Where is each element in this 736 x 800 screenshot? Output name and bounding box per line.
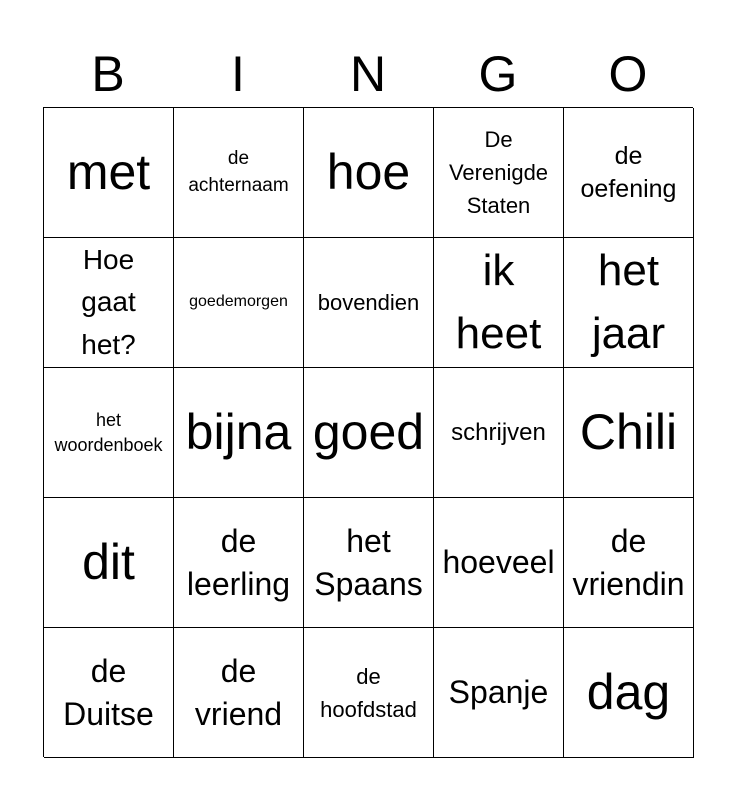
cell-text: ik heet	[455, 245, 542, 358]
cell-text: de Duitse	[63, 653, 154, 732]
cell-text: de vriendin	[572, 523, 685, 602]
bingo-cell[interactable]	[564, 368, 694, 498]
header-letter-o: O	[608, 46, 648, 102]
bingo-cell[interactable]	[304, 238, 434, 368]
bingo-cell[interactable]	[304, 108, 434, 238]
cell-text: dit	[82, 534, 135, 590]
header-letter-g: G	[478, 46, 518, 102]
bingo-cell[interactable]	[44, 628, 174, 758]
bingo-grid	[43, 107, 693, 757]
header-letter-i: I	[231, 46, 245, 102]
cell-text: bovendien	[317, 290, 420, 315]
bingo-cell[interactable]	[564, 498, 694, 628]
bingo-cell[interactable]	[434, 238, 564, 368]
bingo-cell[interactable]	[564, 108, 694, 238]
bingo-cell[interactable]	[44, 368, 174, 498]
cell-text: goed	[312, 404, 425, 460]
bingo-cell[interactable]	[434, 628, 564, 758]
cell-text: de hoofdstad	[320, 663, 417, 722]
bingo-cell[interactable]	[174, 108, 304, 238]
cell-text: de vriend	[194, 653, 283, 732]
bingo-cell[interactable]	[564, 238, 694, 368]
cell-text: hoeveel	[442, 544, 555, 581]
cell-text: dag	[586, 664, 671, 720]
cell-text: bijna	[185, 404, 292, 460]
bingo-cell[interactable]	[174, 238, 304, 368]
cell-text: hoe	[326, 144, 411, 200]
bingo-header	[43, 40, 693, 108]
cell-text: goedemorgen	[189, 293, 288, 311]
bingo-cell[interactable]	[44, 238, 174, 368]
bingo-cell[interactable]	[434, 108, 564, 238]
header-letter-n: N	[349, 46, 387, 102]
cell-text: Hoe gaat het?	[81, 243, 136, 360]
cell-text: Chili	[579, 404, 678, 460]
cell-text: de achternaam	[188, 147, 289, 196]
cell-text: schrijven	[451, 418, 546, 446]
cell-text: De Verenigde Staten	[448, 127, 549, 218]
cell-text: Spanje	[448, 674, 549, 711]
cell-text: het Spaans	[314, 523, 423, 602]
bingo-cell[interactable]	[304, 368, 434, 498]
bingo-cell[interactable]	[434, 368, 564, 498]
cell-text: met	[66, 144, 151, 200]
cell-text: de oefening	[580, 141, 677, 203]
cell-text: het jaar	[591, 245, 666, 358]
bingo-cell[interactable]	[304, 498, 434, 628]
bingo-cell[interactable]	[174, 628, 304, 758]
bingo-cell[interactable]	[44, 498, 174, 628]
cell-text: het woordenboek	[54, 410, 163, 455]
bingo-cell[interactable]	[434, 498, 564, 628]
bingo-cell[interactable]	[174, 498, 304, 628]
header-letter-b: B	[91, 46, 125, 102]
bingo-cell[interactable]	[44, 108, 174, 238]
bingo-cell[interactable]	[564, 628, 694, 758]
cell-text: de leerling	[186, 523, 291, 602]
bingo-cell[interactable]	[304, 628, 434, 758]
bingo-cell[interactable]	[174, 368, 304, 498]
